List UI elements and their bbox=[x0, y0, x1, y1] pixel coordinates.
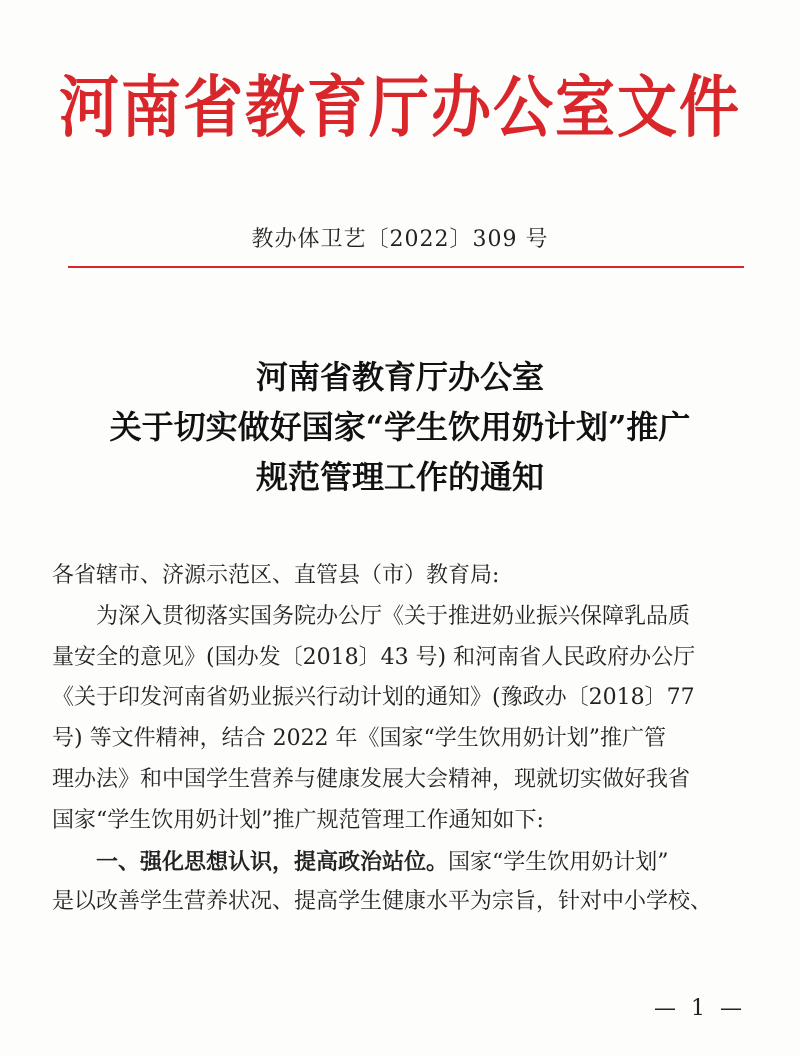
paragraph-line: 国家“学生饮用奶计划”推广规范管理工作通知如下: bbox=[52, 807, 544, 833]
title-line-2: 关于切实做好国家“学生饮用奶计划”推广 bbox=[109, 408, 691, 446]
paragraph-line: 理办法》和中国学生营养与健康发展大会精神，现就切实做好我省 bbox=[52, 766, 691, 792]
paragraph-line: 号) 等文件精神，结合 2022 年《国家“学生饮用奶计划”推广管 bbox=[52, 726, 667, 752]
section-1-heading: 一、强化思想认识，提高政治站位。 bbox=[96, 848, 449, 875]
section-1-text: 国家“学生饮用奶计划” bbox=[448, 849, 669, 875]
issuer-header: 河南省教育厅办公室文件 bbox=[59, 68, 741, 148]
paragraph-line: 《关于印发河南省奶业振兴行动计划的通知》(豫政办〔2018〕77 bbox=[52, 685, 695, 711]
section-1-line-2: 是以改善学生营养状况、提高学生健康水平为宗旨，针对中小学校、 bbox=[52, 889, 713, 915]
paragraph-line: 量安全的意见》(国办发〔2018〕43 号) 和河南省人民政府办公厅 bbox=[52, 644, 696, 670]
recipients-line: 各省辖市、济源示范区、直管县（市）教育局: bbox=[52, 563, 500, 588]
document-number: 教办体卫艺〔2022〕309 号 bbox=[251, 227, 549, 252]
document-title bbox=[0, 352, 800, 502]
document-body bbox=[52, 556, 752, 923]
title-line-3: 规范管理工作的通知 bbox=[255, 458, 544, 496]
section-1-line bbox=[52, 842, 752, 883]
title-line-1: 河南省教育厅办公室 bbox=[255, 358, 544, 396]
red-divider bbox=[68, 266, 744, 268]
paragraph-line: 为深入贯彻落实国务院办公厅《关于推进奶业振兴保障乳品质 bbox=[96, 603, 691, 629]
page-number: — 1 — bbox=[654, 996, 746, 1021]
